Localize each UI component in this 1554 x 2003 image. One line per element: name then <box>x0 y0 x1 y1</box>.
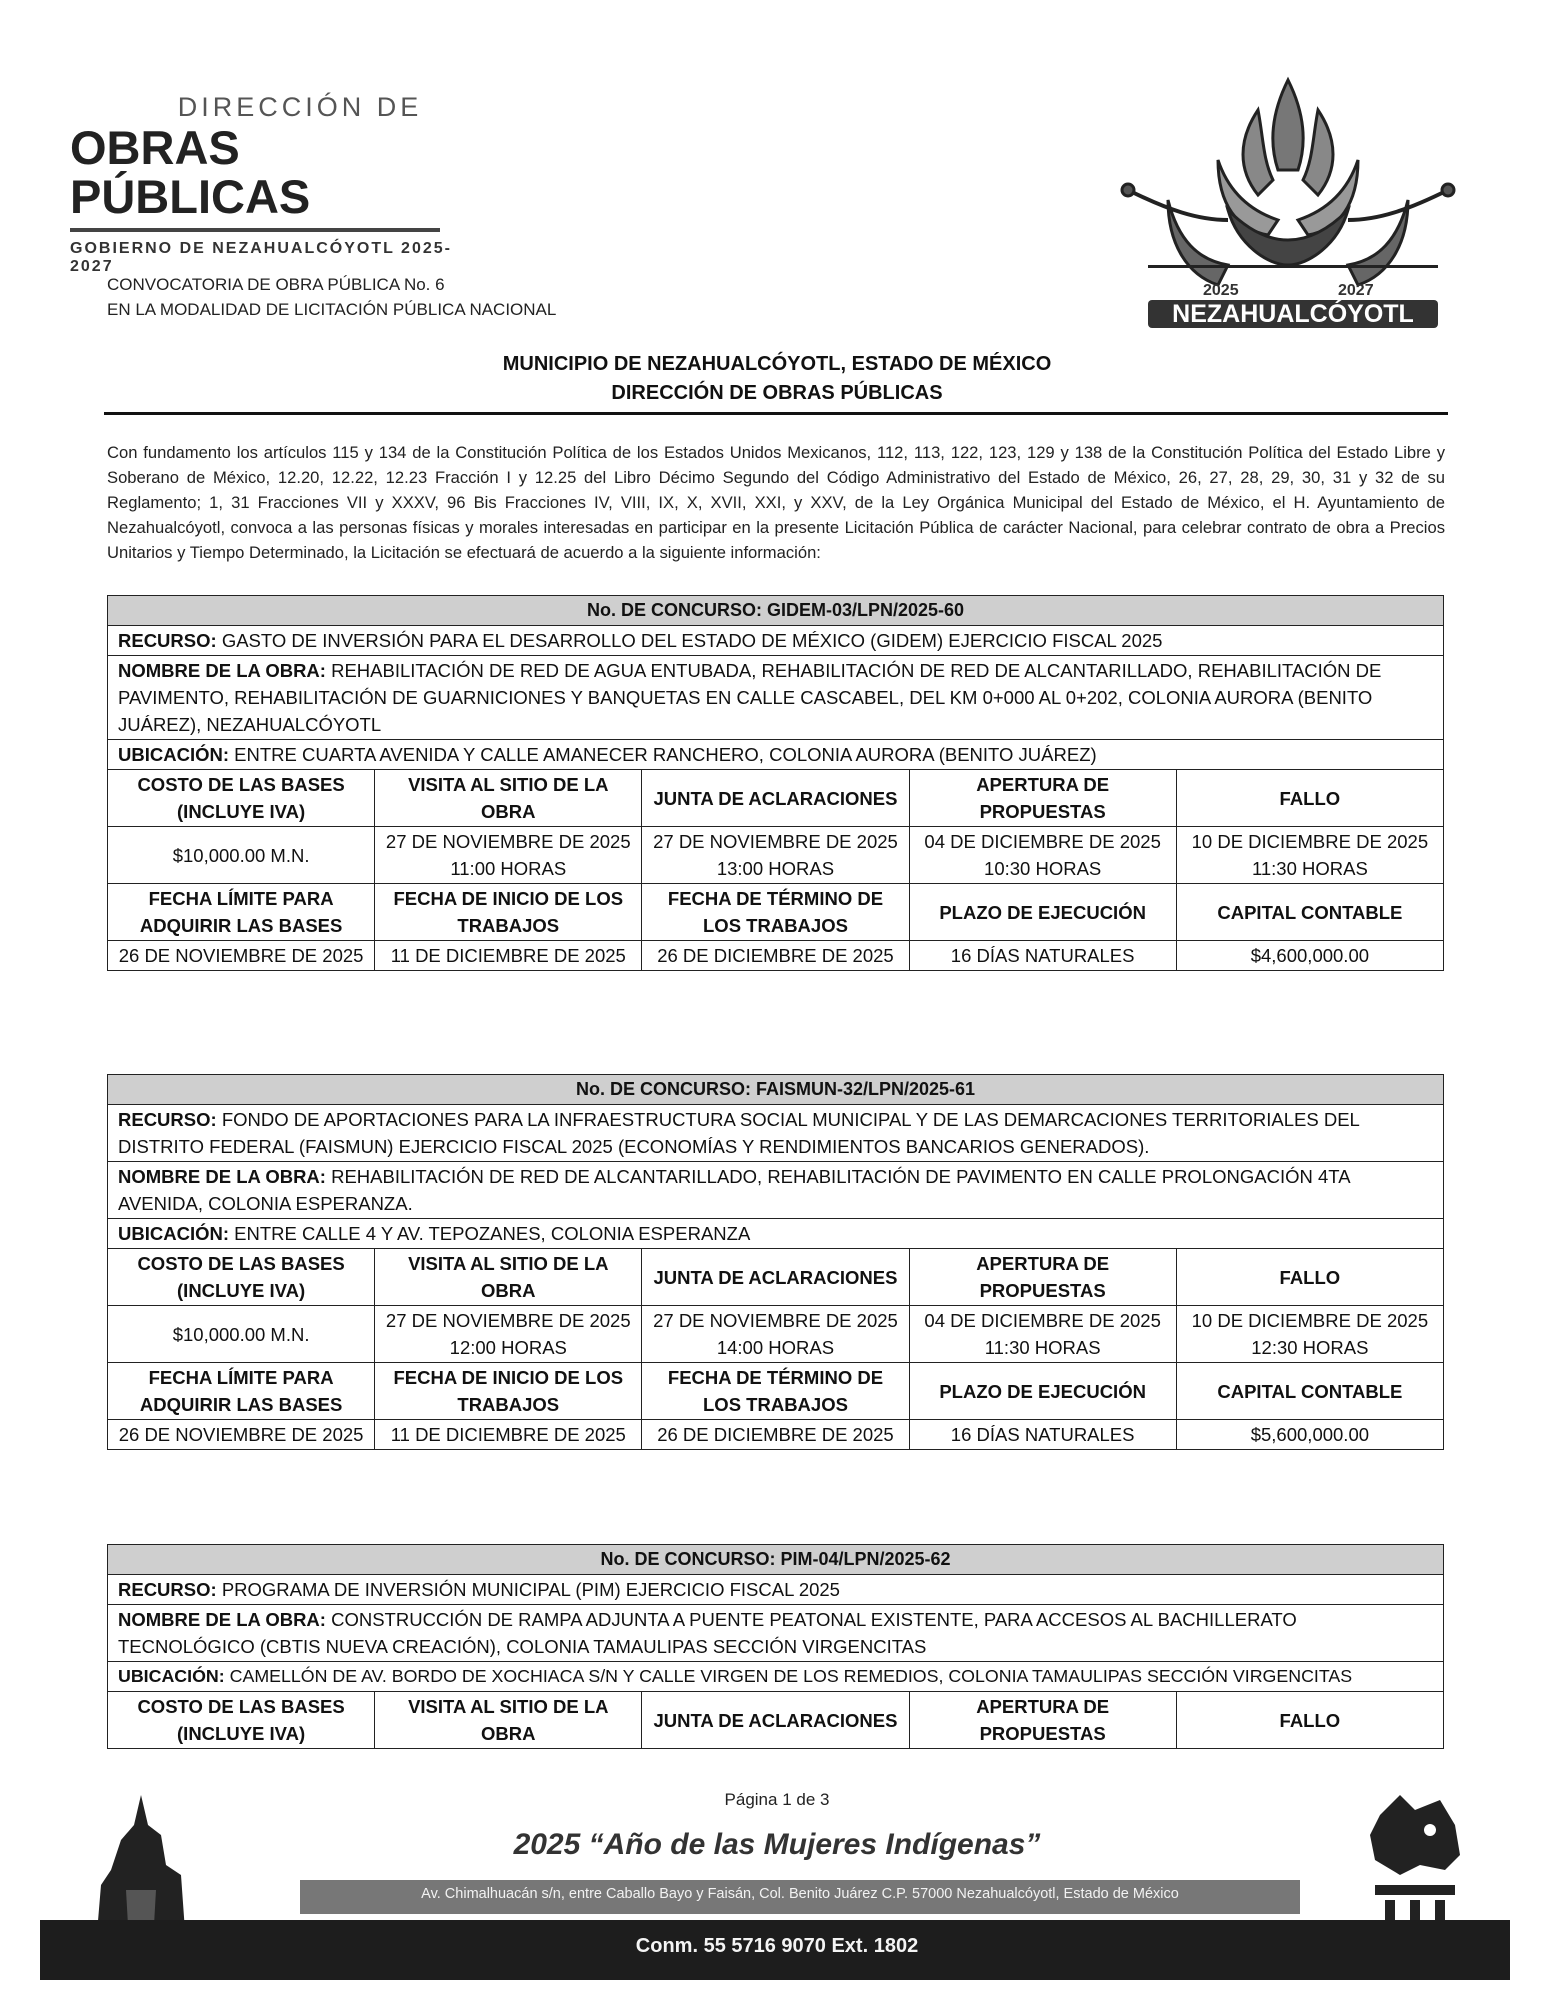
header-limite: FECHA LÍMITE PARA ADQUIRIR LAS BASES <box>108 884 375 941</box>
termino-value: 26 DE DICIEMBRE DE 2025 <box>642 941 909 971</box>
header-apertura: APERTURA DE PROPUESTAS <box>909 1692 1176 1749</box>
nombre-label: NOMBRE DE LA OBRA: <box>118 1166 326 1187</box>
header-fallo: FALLO <box>1176 1249 1443 1306</box>
header-termino: FECHA DE TÉRMINO DE LOS TRABAJOS <box>642 1363 909 1420</box>
limite-value: 26 DE NOVIEMBRE DE 2025 <box>108 941 375 971</box>
intro-paragraph: Con fundamento los artículos 115 y 134 de la Constitución Política de los Estados Unidos Mexicanos, 112, 113, 122, 123, 129 y 138 de la Constitución Política del Estado Libre y Soberano de México, 12.20, 12.22, 12.23 Fracción I y 12.25 del Libro Décimo Segundo del Código Administrativo del Estado de México, 26, 27, 28, 29, 30, 31 y 32 de su Reglamento; 1, 31 Fracciones VII y XXXV, 96 Bis Fracciones IV, VIII, IX, X, XVII, XXI, y XXV, de la Ley Orgánica Municipal del Estado de México, el H. Ayuntamiento de Nezahualcóyotl, convoca a las personas físicas y morales interesadas en participar en la presente Licitación Pública de carácter Nacional, para celebrar contrato de obra a Precios Unitarios y Tiempo Determinado, la Licitación se efectuará de acuerdo a la siguiente información: <box>107 443 1445 562</box>
document-title <box>0 350 1554 408</box>
header-inicio: FECHA DE INICIO DE LOS TRABAJOS <box>375 884 642 941</box>
logo-divider <box>70 228 440 232</box>
costo-value: $10,000.00 M.N. <box>108 827 375 884</box>
apertura-value: 04 DE DICIEMBRE DE 2025 10:30 HORAS <box>909 827 1176 884</box>
concurso-number: No. DE CONCURSO: FAISMUN-32/LPN/2025-61 <box>108 1075 1444 1105</box>
phone: Conm. 55 5716 9070 Ext. 1802 <box>635 1935 919 1957</box>
ubicacion-row <box>108 740 1444 770</box>
header-junta: JUNTA DE ACLARACIONES <box>642 1692 909 1749</box>
recurso-label: RECURSO: <box>118 1579 217 1600</box>
concurso-table-3 <box>107 1544 1444 1749</box>
capital-value: $4,600,000.00 <box>1176 941 1443 971</box>
header-costo: COSTO DE LAS BASES (INCLUYE IVA) <box>108 1692 375 1749</box>
nombre-value: CONSTRUCCIÓN DE RAMPA ADJUNTA A PUENTE PEATONAL EXISTENTE, PARA ACCESOS AL BACHILLERATO TECNOLÓGICO (CBTIS NUEVA CREACIÓN), COLONIA TAMAULIPAS SECCIÓN VIRGENCITAS <box>118 1609 1297 1657</box>
header-visita: VISITA AL SITIO DE LA OBRA <box>375 770 642 827</box>
header-plazo: PLAZO DE EJECUCIÓN <box>909 1363 1176 1420</box>
termino-value: 26 DE DICIEMBRE DE 2025 <box>642 1420 909 1450</box>
convocatoria-line-1: CONVOCATORIA DE OBRA PÚBLICA No. 6 <box>107 275 445 294</box>
header-limite: FECHA LÍMITE PARA ADQUIRIR LAS BASES <box>108 1363 375 1420</box>
visita-value: 27 DE NOVIEMBRE DE 2025 11:00 HORAS <box>375 827 642 884</box>
nombre-label: NOMBRE DE LA OBRA: <box>118 660 326 681</box>
recurso-value: PROGRAMA DE INVERSIÓN MUNICIPAL (PIM) EJERCICIO FISCAL 2025 <box>221 1579 840 1600</box>
header-costo: COSTO DE LAS BASES (INCLUYE IVA) <box>108 770 375 827</box>
header-fallo: FALLO <box>1176 770 1443 827</box>
plazo-value: 16 DÍAS NATURALES <box>909 1420 1176 1450</box>
logo-line-3: GOBIERNO DE NEZAHUALCÓYOTL 2025-2027 <box>70 239 452 275</box>
header-inicio: FECHA DE INICIO DE LOS TRABAJOS <box>375 1363 642 1420</box>
inicio-value: 11 DE DICIEMBRE DE 2025 <box>375 941 642 971</box>
ubicacion-label: UBICACIÓN: <box>118 1223 229 1244</box>
visita-value: 27 DE NOVIEMBRE DE 2025 12:00 HORAS <box>375 1306 642 1363</box>
header-capital: CAPITAL CONTABLE <box>1176 1363 1443 1420</box>
ubicacion-label: UBICACIÓN: <box>118 744 229 765</box>
limite-value: 26 DE NOVIEMBRE DE 2025 <box>108 1420 375 1450</box>
junta-value: 27 DE NOVIEMBRE DE 2025 13:00 HORAS <box>642 827 909 884</box>
header-junta: JUNTA DE ACLARACIONES <box>642 770 909 827</box>
nombre-row <box>108 1605 1444 1662</box>
header-termino: FECHA DE TÉRMINO DE LOS TRABAJOS <box>642 884 909 941</box>
header-costo: COSTO DE LAS BASES (INCLUYE IVA) <box>108 1249 375 1306</box>
recurso-row <box>108 626 1444 656</box>
logo-line-2: OBRAS PÚBLICAS <box>70 121 311 224</box>
header-plazo: PLAZO DE EJECUCIÓN <box>909 884 1176 941</box>
nombre-row <box>108 1162 1444 1219</box>
concurso-table-1 <box>107 595 1444 971</box>
title-line-1: MUNICIPIO DE NEZAHUALCÓYOTL, ESTADO DE MÉXICO <box>502 353 1052 375</box>
motto: 2025 “Año de las Mujeres Indígenas” <box>513 1828 1041 1861</box>
nezahualcoyotl-emblem-icon <box>1108 70 1468 330</box>
concurso-number: No. DE CONCURSO: GIDEM-03/LPN/2025-60 <box>108 596 1444 626</box>
address: Av. Chimalhuacán s/n, entre Caballo Bayo y Faisán, Col. Benito Juárez C.P. 57000 Nezahualcóyotl, Estado de México <box>421 1886 1179 1902</box>
header-apertura: APERTURA DE PROPUESTAS <box>909 1249 1176 1306</box>
capital-value: $5,600,000.00 <box>1176 1420 1443 1450</box>
ubicacion-value: ENTRE CUARTA AVENIDA Y CALLE AMANECER RANCHERO, COLONIA AURORA (BENITO JUÁREZ) <box>234 744 1097 765</box>
header-junta: JUNTA DE ACLARACIONES <box>642 1249 909 1306</box>
ubicacion-value: CAMELLÓN DE AV. BORDO DE XOCHIACA S/N Y CALLE VIRGEN DE LOS REMEDIOS, COLONIA TAMAULIPAS SECCIÓN VIRGENCITAS <box>229 1666 1353 1686</box>
ubicacion-value: ENTRE CALLE 4 Y AV. TEPOZANES, COLONIA ESPERANZA <box>234 1223 751 1244</box>
nombre-value: REHABILITACIÓN DE RED DE AGUA ENTUBADA, REHABILITACIÓN DE RED DE ALCANTARILLADO, REHABILITACIÓN DE PAVIMENTO, REHABILITACIÓN DE GUARNICIONES Y BANQUETAS EN CALLE CASCABEL, DEL KM 0+000 AL 0+202, COLONIA AURORA (BENITO JUÁREZ), NEZAHUALCÓYOTL <box>118 660 1382 735</box>
apertura-value: 04 DE DICIEMBRE DE 2025 11:30 HORAS <box>909 1306 1176 1363</box>
logo-line-1: DIRECCIÓN DE <box>177 92 423 122</box>
convocatoria-heading <box>107 272 556 322</box>
nombre-value: REHABILITACIÓN DE RED DE ALCANTARILLADO, REHABILITACIÓN DE PAVIMENTO EN CALLE PROLONGACIÓN 4TA AVENIDA, COLONIA ESPERANZA. <box>118 1166 1350 1214</box>
concurso-table-2 <box>107 1074 1444 1450</box>
inicio-value: 11 DE DICIEMBRE DE 2025 <box>375 1420 642 1450</box>
recurso-label: RECURSO: <box>118 1109 217 1130</box>
recurso-label: RECURSO: <box>118 630 217 651</box>
header-capital: CAPITAL CONTABLE <box>1176 884 1443 941</box>
emblem-year-left: 2025 <box>1203 282 1239 299</box>
costo-value: $10,000.00 M.N. <box>108 1306 375 1363</box>
fallo-value: 10 DE DICIEMBRE DE 2025 12:30 HORAS <box>1176 1306 1443 1363</box>
recurso-row <box>108 1105 1444 1162</box>
title-rule <box>104 412 1448 415</box>
ubicacion-row <box>108 1219 1444 1249</box>
recurso-value: FONDO DE APORTACIONES PARA LA INFRAESTRUCTURA SOCIAL MUNICIPAL Y DE LAS DEMARCACIONES TERRITORIALES DEL DISTRITO FEDERAL (FAISMUN) EJERCICIO FISCAL 2025 (ECONOMÍAS Y RENDIMIENTOS BANCARIOS GENERADOS). <box>118 1109 1360 1157</box>
plazo-value: 16 DÍAS NATURALES <box>909 941 1176 971</box>
header-visita: VISITA AL SITIO DE LA OBRA <box>375 1249 642 1306</box>
convocatoria-line-2: EN LA MODALIDAD DE LICITACIÓN PÚBLICA NACIONAL <box>107 300 557 319</box>
junta-value: 27 DE NOVIEMBRE DE 2025 14:00 HORAS <box>642 1306 909 1363</box>
page-number: Página 1 de 3 <box>724 1790 830 1809</box>
header-fallo: FALLO <box>1176 1692 1443 1749</box>
emblem-year-right: 2027 <box>1338 282 1374 299</box>
fallo-value: 10 DE DICIEMBRE DE 2025 11:30 HORAS <box>1176 827 1443 884</box>
header-apertura: APERTURA DE PROPUESTAS <box>909 770 1176 827</box>
ubicacion-row <box>108 1662 1444 1692</box>
obras-publicas-logo <box>70 92 460 276</box>
emblem-name: NEZAHUALCÓYOTL <box>1172 300 1414 328</box>
nombre-row <box>108 656 1444 740</box>
recurso-value: GASTO DE INVERSIÓN PARA EL DESARROLLO DEL ESTADO DE MÉXICO (GIDEM) EJERCICIO FISCAL 2025 <box>221 630 1163 651</box>
title-line-2: DIRECCIÓN DE OBRAS PÚBLICAS <box>611 382 943 404</box>
header-visita: VISITA AL SITIO DE LA OBRA <box>375 1692 642 1749</box>
ubicacion-label: UBICACIÓN: <box>118 1666 225 1686</box>
nombre-label: NOMBRE DE LA OBRA: <box>118 1609 326 1630</box>
recurso-row <box>108 1575 1444 1605</box>
concurso-number: No. DE CONCURSO: PIM-04/LPN/2025-62 <box>108 1545 1444 1575</box>
